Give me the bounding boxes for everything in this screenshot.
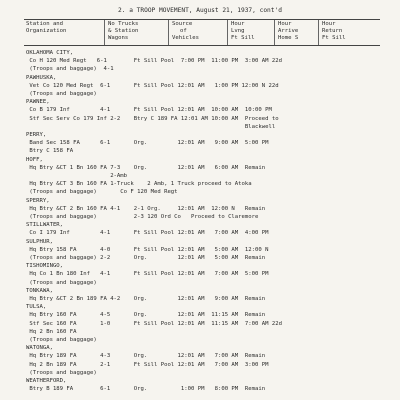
header-divider [274,20,275,46]
document-line: (Troops and baggage) [26,369,97,376]
document-line: WEATHERFORD, [26,378,67,384]
header-arrive-2: Arrive [278,28,299,34]
header-trucks-1: No Trucks [108,21,139,27]
document-line: Hq Btry 189 FA 4-3 Org. 12:01 AM 7:00 AM Remain [26,353,266,360]
document-line: STILLWATER, [26,222,64,229]
header-source-2: of [180,28,187,34]
document-line: Co I 179 Inf 4-1 Ft Sill Pool 12:01 AM 7:00 AM 4:00 PM [26,230,269,237]
document-line: Blackwell [26,123,276,130]
document-line: Hq Btry 158 FA 4-0 Ft Sill Pool 12:01 AM 5:00 AM 12:00 N [26,246,269,253]
header-station-1: Station and [26,21,64,27]
document-line: (Troops and baggage) [26,337,97,343]
document-line: (Troops and baggage) 4-1 [26,66,114,73]
document-line: Band Sec 158 FA 6-1 Org. 12:01 AM 9:00 AM 5:00 PM [26,140,269,147]
header-leave-1: Hour [231,21,245,27]
header-trucks-2: & Station [108,28,139,34]
document-line: Hq Btry &CT 1 Bn 160 FA 7-3 Org. 12:01 AM 6:00 AM Remain [26,164,266,171]
document-line: (Troops and baggage) Co F 120 Med Regt [26,189,178,196]
document-line: Stf Sec 160 FA 1-0 Ft Sill Pool 12:01 AM 11:15 AM 7:00 AM 22d [26,320,282,327]
header-divider [104,20,105,46]
document-line: Hq Btry &CT 2 Bn 189 FA 4-2 Org. 12:01 AM 9:00 AM Remain [26,296,266,302]
header-top-rule [24,19,380,20]
document-line: (Troops and baggage) [26,279,97,286]
document-line: OKLAHOMA CITY, [26,50,74,56]
header-arrive-3: Home S [278,35,299,41]
document-line: (Troops and baggage) 2-3 120 Ord Co Proceed to Claremore [26,214,259,220]
document-line: TISHOMINGO, [26,263,64,270]
document-line: Hq 2 Bn 160 FA [26,328,77,335]
header-source-1: Source [172,21,193,27]
document-line: Co H 120 Med Regt 6-1 Ft Sill Pool 7:00 PM 11:00 PM 3:00 AM 22d [26,58,282,65]
document-line: Hq 2 Bn 189 FA 2-1 Ft Sill Pool 12:01 AM 7:00 AM 3:00 PM [26,361,269,368]
document-line: Stf Sec Serv Co 179 Inf 2-2 Btry C 189 FA 12:01 AM 10:00 AM Proceed to [26,115,279,122]
document-line: (Troops and baggage) 2-2 Org. 12:01 AM 5:00 AM Remain [26,255,266,261]
document-line: Btry C 158 FA [26,148,74,155]
document-line: (Troops and baggage) [26,91,97,97]
header-station-2: Organization [26,28,67,34]
document-line: TONKAWA, [26,287,53,294]
document-line: Vet Co 120 Med Regt 6-1 Ft Sill Pool 12:01 AM 1:00 PM 12:00 N 22d [26,82,279,89]
document-line: Hq Co 1 Bn 180 Inf 4-1 Ft Sill Pool 12:01 AM 7:00 AM 5:00 PM [26,271,269,278]
document-line: SPERRY, [26,197,50,204]
header-divider [318,20,319,46]
document-line: HOFF, [26,156,43,163]
header-arrive-1: Hour [278,21,292,27]
document-line: SULPHUR, [26,238,53,245]
document-line: 2-Amb [26,173,128,179]
document-line: TULSA, [26,304,47,311]
document-line: Hq Btry &CT 3 Bn 160 FA 1-Truck 2 Amb, 1 Truck proceed to Atoka [26,181,252,188]
document-line: Hq Btry &CT 2 Bn 160 FA 4-1 2-1 Org. 12:01 AM 12:00 N Remain [26,205,266,212]
header-source-3: Vehicles [172,35,199,41]
page-title: 2. a TROOP MOVEMENT, August 21, 1937, cont'd [118,7,282,14]
header-divider [168,20,169,46]
header-return-1: Hour [322,21,336,27]
document-line: PAWNEE, [26,99,50,106]
header-return-2: Return [322,28,343,34]
document-line: Hq Btry 160 FA 4-5 Org. 12:01 AM 11:15 AM Remain [26,312,266,319]
document-line: PAWHUSKA, [26,74,57,81]
document-line: WATONGA, [26,345,53,352]
header-trucks-3: Wagons [108,35,129,41]
header-leave-3: Ft Sill [231,35,255,41]
document-line: PERRY, [26,132,47,138]
header-divider [227,20,228,46]
document-line: Btry B 189 FA 6-1 Org. 1:00 PM 8:00 PM Remain [26,386,266,393]
document-line: Co B 179 Inf 4-1 Ft Sill Pool 12:01 AM 10:00 AM 10:00 PM [26,107,272,114]
header-bottom-rule [24,45,380,46]
header-return-3: Ft Sill [322,35,346,41]
header-leave-2: Lvng [231,28,245,34]
